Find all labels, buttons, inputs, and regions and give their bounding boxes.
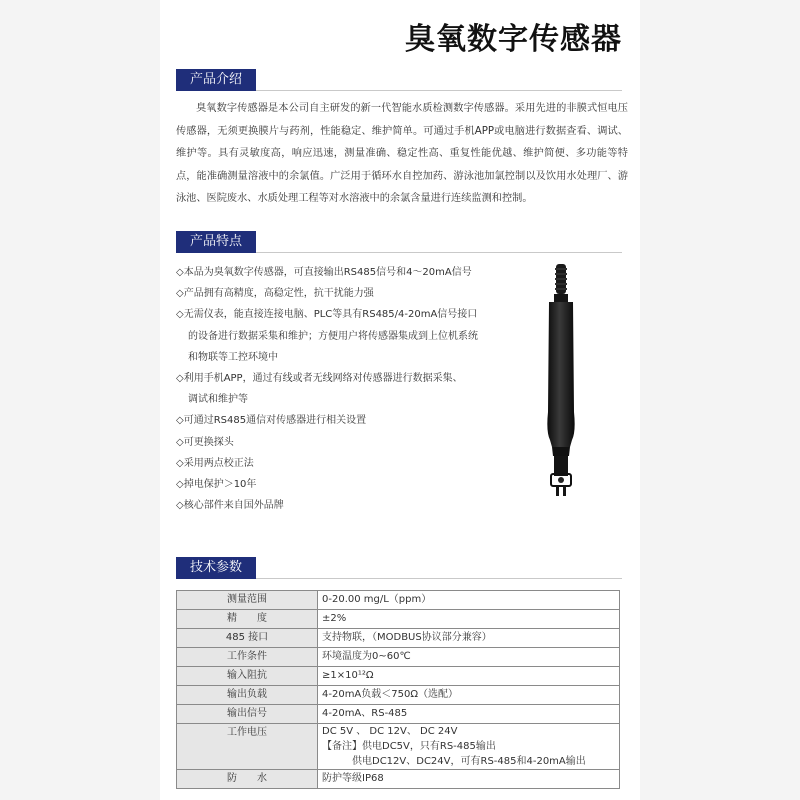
feature-item-continued: 和物联等工控环境中 (188, 351, 278, 363)
feature-item: ◇本品为臭氧数字传感器，可直接输出RS485信号和4～20mA信号 (176, 267, 472, 278)
spec-key: 工作条件 (177, 648, 318, 667)
page-title: 臭氧数字传感器 (405, 22, 622, 57)
spec-value-line: DC 5V 、 DC 12V、 DC 24V (322, 726, 458, 737)
table-row (177, 667, 620, 686)
spec-key: 测量范围 (177, 591, 318, 610)
spec-value: 防护等级IP68 (318, 770, 620, 789)
spec-key: 输出负载 (177, 686, 318, 705)
section-heading-specs: 技术参数 (176, 557, 256, 579)
right-margin (640, 0, 800, 800)
feature-item: ◇可更换探头 (176, 436, 234, 448)
table-row (177, 724, 620, 770)
feature-item: ◇采用两点校正法 (176, 457, 254, 469)
spec-value-line: 【备注】供电DC5V，只有RS-485输出 (322, 741, 496, 752)
feature-item: ◇产品拥有高精度，高稳定性，抗干扰能力强 (176, 288, 374, 300)
feature-item: ◇可通过RS485通信对传感器进行相关设置 (176, 415, 367, 427)
left-margin (0, 0, 160, 800)
spec-table (176, 590, 620, 789)
spec-value: 支持物联，（MODBUS协议部分兼容） (318, 629, 620, 648)
table-row (177, 610, 620, 629)
spec-value: ±2% (318, 610, 620, 629)
table-row (177, 705, 620, 724)
spec-key: 输入阻抗 (177, 667, 318, 686)
table-row (177, 629, 620, 648)
section-heading-intro: 产品介绍 (176, 69, 256, 91)
intro-paragraph: 臭氧数字传感器是本公司自主研发的新一代智能水质检测数字传感器。采用先进的非膜式恒电压传感器，无须更换膜片与药剂，性能稳定、维护简单。可通过手机APP或电脑进行数据查看、调试、维护等。具有灵敏度高，响应迅速，测量准确、稳定性高、重复性能优越、维护简便、多功能等特点，能准确测量溶液中的余氯值。广泛用于循环水自控加药、游泳池加氯控制以及饮用水处理厂、游泳池、医院废水、水质处理工程等对水溶液中的余氯含量进行连续监测和控制。 (176, 103, 628, 204)
spec-key: 防 水 (177, 770, 318, 789)
feature-item-continued: 的设备进行数据采集和维护；方便用户将传感器集成到上位机系统 (188, 330, 478, 342)
spec-key: 精 度 (177, 610, 318, 629)
table-row (177, 591, 620, 610)
table-row (177, 686, 620, 705)
spec-value: 环境温度为0~60℃ (318, 648, 620, 667)
spec-value: ≥1×10¹²Ω (318, 667, 620, 686)
spec-key: 485 接口 (177, 629, 318, 648)
ozone-sensor-image (532, 262, 592, 522)
spec-value-multiline (318, 724, 620, 770)
feature-item: ◇利用手机APP，通过有线或者无线网络对传感器进行数据采集、 (176, 373, 463, 385)
feature-item-continued: 调试和维护等 (188, 394, 248, 406)
table-row (177, 770, 620, 789)
feature-item: ◇掉电保护＞10年 (176, 479, 257, 491)
spec-value: 0-20.00 mg/L（ppm） (318, 591, 620, 610)
spec-key: 工作电压 (177, 724, 318, 770)
spec-key: 输出信号 (177, 705, 318, 724)
section-heading-features: 产品特点 (176, 231, 256, 253)
feature-list (176, 262, 516, 516)
spec-value: 4-20mA负载＜750Ω（选配） (318, 686, 620, 705)
table-row (177, 648, 620, 667)
feature-item: ◇无需仪表，能直接连接电脑、PLC等具有RS485/4-20mA信号接口 (176, 309, 478, 321)
spec-value-line: 供电DC12V、DC24V，可有RS-485和4-20mA输出 (322, 756, 586, 767)
spec-value: 4-20mA、RS-485 (318, 705, 620, 724)
feature-item: ◇核心部件来自国外品牌 (176, 500, 284, 512)
